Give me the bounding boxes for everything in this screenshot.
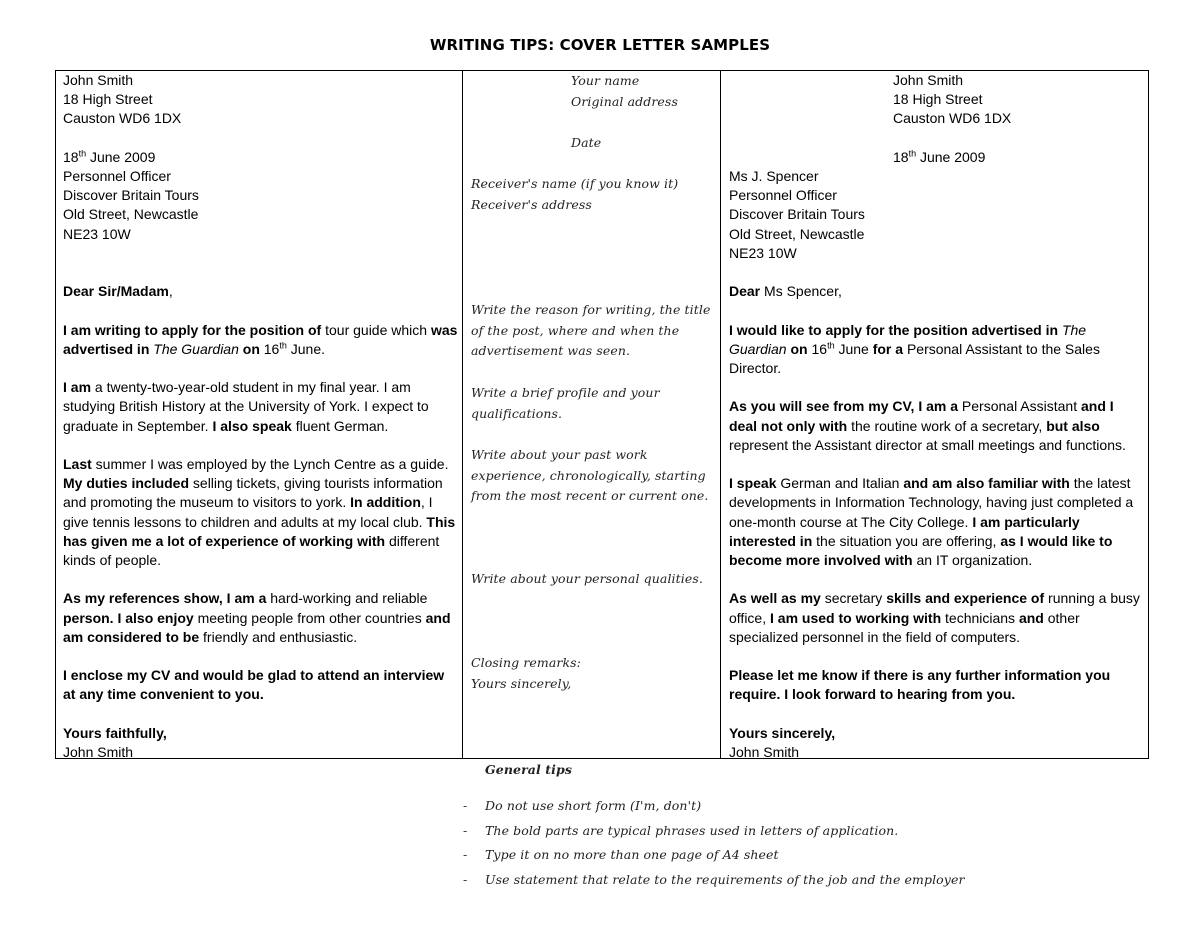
letter-date: 18th June 2009 (893, 148, 986, 165)
paragraph: As my references show, I am a hard-working and reliable person. I also enjoy meeting people from other countries and am considered to be friendly and enthusiastic. (63, 590, 451, 645)
column-divider (720, 70, 721, 759)
bullet-dash: - (463, 822, 468, 838)
guide-qualities: Write about your personal qualities. (471, 571, 703, 586)
bullet-dash: - (463, 871, 468, 887)
list-item: - The bold parts are typical phrases used in letters of application. (463, 821, 965, 846)
closing: Yours faithfully, (63, 724, 167, 741)
guide-header (471, 71, 711, 112)
guide-closing (471, 653, 711, 694)
guide-receiver-name: Receiver's name (if you know it) (471, 176, 679, 191)
paragraph: I enclose my CV and would be glad to attend an interview at any time convenient to you. (63, 667, 445, 703)
receiver-line: Old Street, Newcastle (63, 206, 199, 223)
paragraph: Last summer I was employed by the Lynch Centre as a guide. My duties included selling tickets, giving tourists information and promoting the museum to visitors to york. In addition, I give tennis lessons to children and adults at my local club. This has given me a lot of experience of working with different kinds of people. (63, 455, 456, 568)
sample-letter-1 (63, 71, 458, 762)
page-title: WRITING TIPS: COVER LETTER SAMPLES (429, 36, 771, 54)
receiver-line: Ms J. Spencer (729, 168, 819, 184)
sender-town: Causton WD6 1DX (893, 110, 1012, 127)
bullet-dash: - (463, 798, 468, 813)
paragraph: I am writing to apply for the position of tour guide which was advertised in The Guardian on 16th June. (63, 321, 458, 357)
guide-original-address: Original address (571, 93, 678, 109)
sender-street: 18 High Street (63, 91, 153, 108)
receiver-line: Old Street, Newcastle (729, 225, 865, 242)
letter-date: 18th June 2009 (63, 148, 156, 165)
column-divider (462, 70, 463, 759)
sender-town: Causton WD6 1DX (63, 110, 182, 127)
receiver-line: NE23 10W (63, 225, 131, 242)
list-item: - Type it on no more than one page of A4 sheet (463, 845, 965, 870)
paragraph: As you will see from my CV, I am a Personal Assistant and I deal not only with the routine work of a secretary, but also represent the Assistant director at small meetings and functions. (729, 398, 1126, 453)
receiver-line: NE23 10W (729, 244, 797, 261)
sender-name: John Smith (893, 72, 964, 88)
guide-reason: Write the reason for writing, the title of the post, where and when the advertisement was seen. (471, 302, 711, 358)
list-item: - Use statement that relate to the requirements of the job and the employer (463, 870, 965, 895)
guide-your-name: Your name (571, 73, 640, 88)
receiver-line: Personnel Officer (63, 168, 171, 184)
sample-letter-2 (729, 71, 1145, 762)
list-item: - Do not use short form (I'm, don't) (463, 796, 965, 821)
sender-name: John Smith (63, 72, 134, 88)
tips-list (463, 796, 965, 894)
receiver-line: Discover Britain Tours (729, 206, 865, 223)
signature: John Smith (63, 743, 134, 760)
guide-experience: Write about your past work experience, chronologically, starting from the most recent or current one. (471, 447, 709, 503)
guide-profile: Write a brief profile and your qualifications. (471, 385, 660, 421)
receiver-line: Personnel Officer (729, 187, 837, 204)
guide-receiver-address: Receiver's address (471, 196, 592, 212)
guide-date-block (471, 133, 711, 154)
bullet-dash: - (463, 847, 468, 862)
tips-heading: General tips (485, 762, 572, 777)
guide-yours-sincerely: Yours sincerely, (471, 675, 572, 691)
paragraph: As well as my secretary skills and experience of running a busy office, I am used to working with technicians and other specialized personnel in the field of computers. (729, 590, 1140, 645)
sender-street: 18 High Street (893, 91, 983, 108)
guide-closing-remarks: Closing remarks: (471, 655, 581, 670)
paragraph: I speak German and Italian and am also familiar with the latest developments in Information Technology, having just completed a one-month course at The City College. I am particularly interested in the situation you are offering, as I would like to become more involved with an IT organization. (729, 475, 1134, 568)
closing: Yours sincerely, (729, 724, 836, 741)
greeting: Dear Sir/Madam, (63, 283, 173, 300)
paragraph: Please let me know if there is any further information you require. I look forward to hearing from you. (729, 667, 1111, 703)
paragraph: I would like to apply for the position advertised in The Guardian on 16th June for a Personal Assistant to the Sales Director. (729, 321, 1100, 376)
greeting: Dear Ms Spencer, (729, 283, 842, 300)
guide-date: Date (571, 135, 602, 150)
signature: John Smith (729, 743, 800, 760)
guide-receiver-block (471, 174, 711, 215)
paragraph: I am a twenty-two-year-old student in my final year. I am studying British History at the University of York. I expect to graduate in September. I also speak fluent German. (63, 379, 429, 434)
receiver-line: Discover Britain Tours (63, 187, 199, 204)
